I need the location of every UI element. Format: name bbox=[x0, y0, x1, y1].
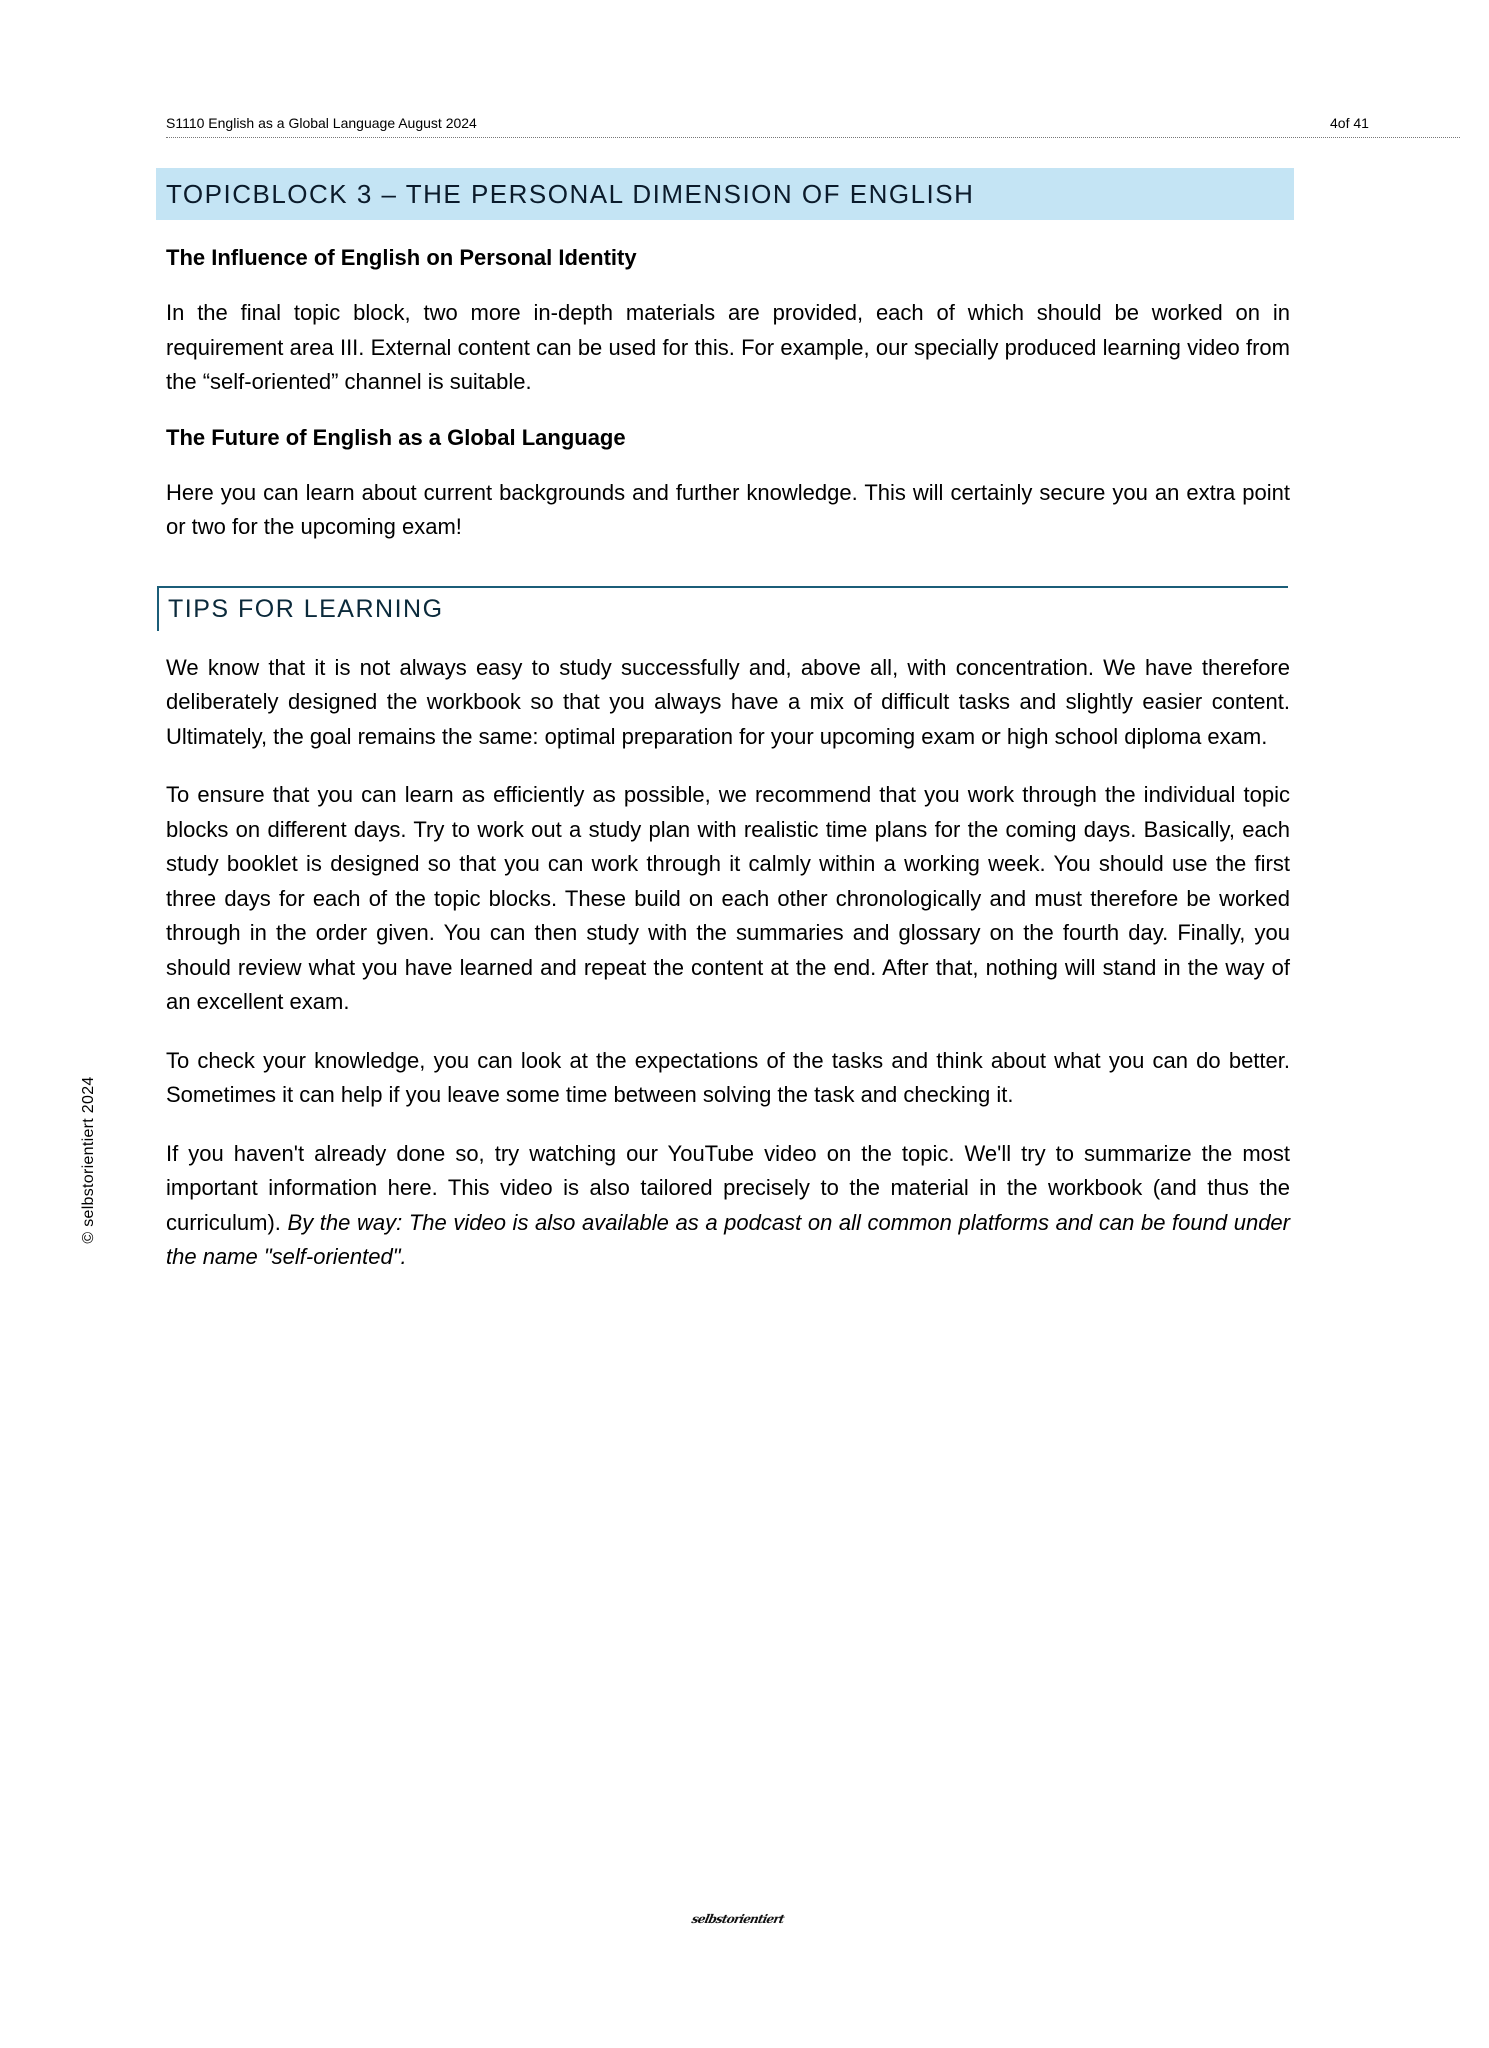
tips-paragraph: To check your knowledge, you can look at the expectations of the tasks and think about what you can do better. Sometimes it can help if you leave some time between solving the task and checking it. bbox=[166, 1047, 1290, 1107]
topic-block-heading: TOPICBLOCK 3 – THE PERSONAL DIMENSION OF ENGLISH bbox=[156, 168, 1294, 220]
podcast-note: By the way: The video is also available as a podcast on all common platforms and can be found under the name "self-oriented". bbox=[166, 1209, 1290, 1269]
section-text-future: Here you can learn about current backgrounds and further knowledge. This will certainly secure you an extra point or two for the upcoming exam! bbox=[166, 479, 1290, 539]
tips-heading: TIPS FOR LEARNING bbox=[157, 586, 1288, 631]
tips-paragraph-video bbox=[166, 1137, 1290, 1275]
tips-paragraph: We know that it is not always easy to study successfully and, above all, with concentration. We have therefore deliberately designed the workbook so that you always have a mix of difficult tasks and slightly easier content. Ultimately, the goal remains the same: optimal preparation for your upcoming exam or high school diploma exam. bbox=[166, 654, 1290, 749]
page-content bbox=[166, 168, 1290, 1275]
video-text: If you haven't already done so, try watching our YouTube video on the topic. We'll try to summarize the most important information here. This video is also tailored precisely to the material in the workbook (and thus the curriculum). bbox=[166, 1140, 1290, 1235]
tips-paragraph: To ensure that you can learn as efficiently as possible, we recommend that you work through the individual topic blocks on different days. Try to work out a study plan with realistic time plans for the coming days. Basically, each study booklet is designed so that you can work through it calmly within a working week. You should use the first three days for each of the topic blocks. These build on each other chronologically and must therefore be worked through in the order given. You can then study with the summaries and glossary on the fourth day. Finally, you should review what you have learned and repeat the content at the end. After that, nothing will stand in the way of an excellent exam. bbox=[166, 782, 1290, 1014]
page-header bbox=[166, 113, 1460, 138]
section-text-identity: In the final topic block, two more in-depth materials are provided, each of which should be worked on in requirement area III. External content can be used for this. For example, our specially produced learning video from the “self-oriented” channel is suitable. bbox=[166, 300, 1290, 394]
section-heading-identity: The Influence of English on Personal Identity bbox=[166, 245, 637, 270]
document-title: S1110 English as a Global Language August 2024 bbox=[166, 115, 477, 131]
section-heading-future: The Future of English as a Global Language bbox=[166, 424, 626, 450]
footer-logo: selbstorientiert bbox=[690, 1912, 786, 1926]
side-copyright: © selbstorientiert 2024 bbox=[80, 1076, 97, 1244]
page-number: 4of 41 bbox=[1330, 115, 1369, 131]
